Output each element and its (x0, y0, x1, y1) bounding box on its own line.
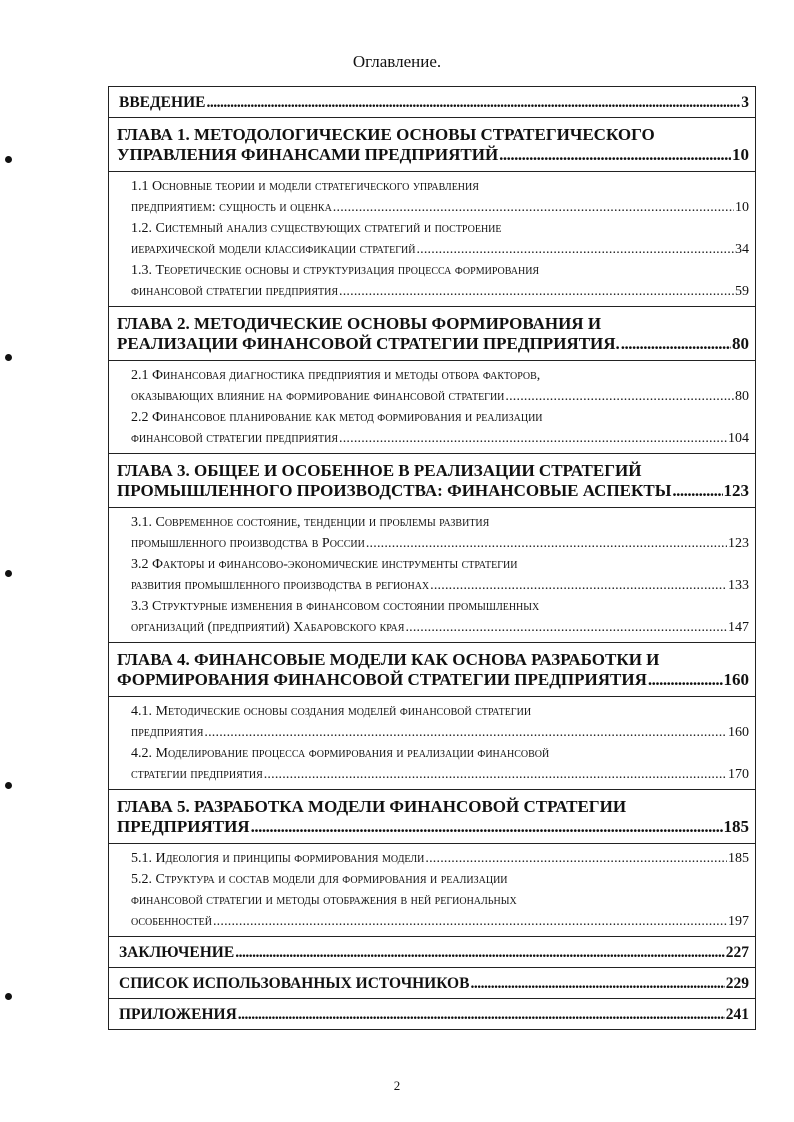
toc-section-3-3[interactable] (131, 596, 749, 638)
section-line: промышленного производства в России (131, 536, 365, 551)
toc-row-chapter-5-title (109, 790, 756, 844)
toc-entry-page: 229 (725, 975, 749, 992)
toc-row-chapter-3-title (109, 454, 756, 508)
chapter-title-line: ПРОМЫШЛЕННОГО ПРОИЗВОДСТВА: ФИНАНСОВЫЕ АСПЕКТЫ (117, 481, 672, 500)
toc-row-appendix (109, 999, 756, 1030)
toc-entry-conclusion[interactable] (109, 937, 756, 968)
section-line: оказывающих влияние на формирование финансовой стратегии (131, 389, 505, 404)
section-line: развития промышленного производства в регионах (131, 578, 430, 593)
toc-section-2-1[interactable] (131, 365, 749, 407)
section-line: 1.1 Основные теории и модели стратегического управления (131, 179, 479, 194)
chapter-page: 80 (732, 334, 749, 353)
chapter-title-line: ПРЕДПРИЯТИЯ (117, 817, 250, 836)
section-line: 2.2 Финансовое планирование как метод формирования и реализации (131, 410, 543, 425)
chapter-page: 123 (723, 481, 749, 500)
chapter-title-line: ГЛАВА 1. МЕТОДОЛОГИЧЕСКИЕ ОСНОВЫ СТРАТЕГИЧЕСКОГО (117, 125, 655, 144)
toc-row-chapter-1-sections (109, 172, 756, 307)
toc-row-intro (109, 87, 756, 118)
section-line: 3.2 Факторы и финансово-экономические инструменты стратегии (131, 557, 518, 572)
table-of-contents (108, 86, 756, 1030)
toc-entry-label: ЗАКЛЮЧЕНИЕ (119, 944, 235, 961)
toc-sections-3 (109, 508, 756, 643)
chapter-page: 10 (732, 145, 749, 164)
section-page: 160 (728, 725, 749, 740)
section-line: 5.1. Идеология и принципы формирования модели (131, 851, 425, 866)
chapter-title-line: ФОРМИРОВАНИЯ ФИНАНСОВОЙ СТРАТЕГИИ ПРЕДПРИЯТИЯ (117, 670, 647, 689)
margin-bullet (5, 993, 12, 1000)
chapter-page: 185 (723, 817, 749, 836)
toc-section-3-1[interactable] (131, 512, 749, 554)
toc-entry-label: СПИСОК ИСПОЛЬЗОВАННЫХ ИСТОЧНИКОВ (119, 975, 470, 992)
section-line: предприятия (131, 725, 204, 740)
toc-row-chapter-2-sections (109, 361, 756, 454)
section-line: 5.2. Структура и состав модели для формирования и реализации (131, 872, 508, 887)
toc-row-chapter-1-title (109, 118, 756, 172)
section-page: 147 (728, 620, 749, 635)
section-line: 4.2. Моделирование процесса формирования и реализации финансовой (131, 746, 550, 761)
section-page: 185 (728, 851, 749, 866)
toc-sections-5 (109, 844, 756, 937)
toc-sections-4 (109, 697, 756, 790)
toc-entry-label: ВВЕДЕНИЕ (119, 94, 206, 111)
toc-entry-intro[interactable] (109, 87, 756, 118)
section-page: 80 (735, 389, 749, 404)
section-line: организаций (предприятий) Хабаровского края (131, 620, 405, 635)
chapter-title-line: УПРАВЛЕНИЯ ФИНАНСАМИ ПРЕДПРИЯТИЙ (117, 145, 499, 164)
toc-row-chapter-2-title (109, 307, 756, 361)
section-line: 1.3. Теоретические основы и структуризация процесса формирования (131, 263, 540, 278)
section-page: 170 (728, 767, 749, 782)
chapter-title-line: ГЛАВА 5. РАЗРАБОТКА МОДЕЛИ ФИНАНСОВОЙ СТРАТЕГИИ (117, 797, 627, 816)
margin-bullet (5, 570, 12, 577)
toc-entry-references[interactable] (109, 968, 756, 999)
section-line: 1.2. Системный анализ существующих стратегий и построение (131, 221, 502, 236)
chapter-title-line: РЕАЛИЗАЦИИ ФИНАНСОВОЙ СТРАТЕГИИ ПРЕДПРИЯТИЯ. (117, 334, 620, 353)
section-line: предприятием: сущность и оценка (131, 200, 332, 215)
toc-section-1-2[interactable] (131, 218, 749, 260)
section-line: особенностей (131, 914, 212, 929)
section-page: 104 (728, 431, 749, 446)
section-page: 59 (735, 284, 749, 299)
page-title: Оглавление. (352, 52, 442, 71)
section-page: 10 (735, 200, 749, 215)
toc-row-chapter-5-sections (109, 844, 756, 937)
section-line: иерархической модели классификации стратегий (131, 242, 416, 257)
toc-section-3-2[interactable] (131, 554, 749, 596)
section-page: 197 (728, 914, 749, 929)
margin-bullet (5, 354, 12, 361)
toc-entry-appendix[interactable] (109, 999, 756, 1030)
toc-entry-page: 3 (741, 94, 749, 111)
toc-section-4-2[interactable] (131, 743, 749, 785)
margin-bullet (5, 782, 12, 789)
margin-bullet (5, 156, 12, 163)
toc-row-chapter-4-title (109, 643, 756, 697)
toc-row-chapter-4-sections (109, 697, 756, 790)
toc-row-conclusion (109, 937, 756, 968)
section-page: 123 (728, 536, 749, 551)
page-number: 2 (393, 1078, 401, 1093)
toc-section-4-1[interactable] (131, 701, 749, 743)
chapter-title-line: ГЛАВА 3. ОБЩЕЕ И ОСОБЕННОЕ В РЕАЛИЗАЦИИ СТРАТЕГИЙ (117, 461, 642, 480)
toc-section-1-3[interactable] (131, 260, 749, 302)
toc-chapter-1[interactable] (109, 118, 756, 172)
section-line: 4.1. Методические основы создания моделей финансовой стратегии (131, 704, 532, 719)
section-line: финансовой стратегии и методы отображения в ней региональных (131, 893, 517, 908)
chapter-title-line: ГЛАВА 2. МЕТОДИЧЕСКИЕ ОСНОВЫ ФОРМИРОВАНИЯ И (117, 314, 602, 333)
toc-row-chapter-3-sections (109, 508, 756, 643)
section-line: 2.1 Финансовая диагностика предприятия и методы отбора факторов, (131, 368, 541, 383)
toc-section-5-2[interactable] (131, 869, 749, 932)
toc-sections-2 (109, 361, 756, 454)
section-page: 34 (735, 242, 749, 257)
section-line: стратегии предприятия (131, 767, 263, 782)
chapter-title-line: ГЛАВА 4. ФИНАНСОВЫЕ МОДЕЛИ КАК ОСНОВА РАЗРАБОТКИ И (117, 650, 660, 669)
section-line: финансовой стратегии предприятия (131, 431, 339, 446)
toc-chapter-2[interactable] (109, 307, 756, 361)
toc-entry-label: ПРИЛОЖЕНИЯ (119, 1006, 237, 1023)
section-page: 133 (728, 578, 749, 593)
toc-sections-1 (109, 172, 756, 307)
toc-section-1-1[interactable] (131, 176, 749, 218)
toc-entry-page: 227 (725, 944, 749, 961)
section-line: 3.1. Современное состояние, тенденции и проблемы развития (131, 515, 490, 530)
toc-entry-page: 241 (725, 1006, 749, 1023)
toc-section-2-2[interactable] (131, 407, 749, 449)
toc-row-references (109, 968, 756, 999)
toc-section-5-1[interactable] (131, 848, 749, 869)
toc-chapter-3[interactable] (109, 454, 756, 508)
section-line: 3.3 Структурные изменения в финансовом состоянии промышленных (131, 599, 540, 614)
chapter-page: 160 (723, 670, 749, 689)
section-line: финансовой стратегии предприятия (131, 284, 339, 299)
toc-chapter-4[interactable] (109, 643, 756, 697)
toc-chapter-5[interactable] (109, 790, 756, 844)
